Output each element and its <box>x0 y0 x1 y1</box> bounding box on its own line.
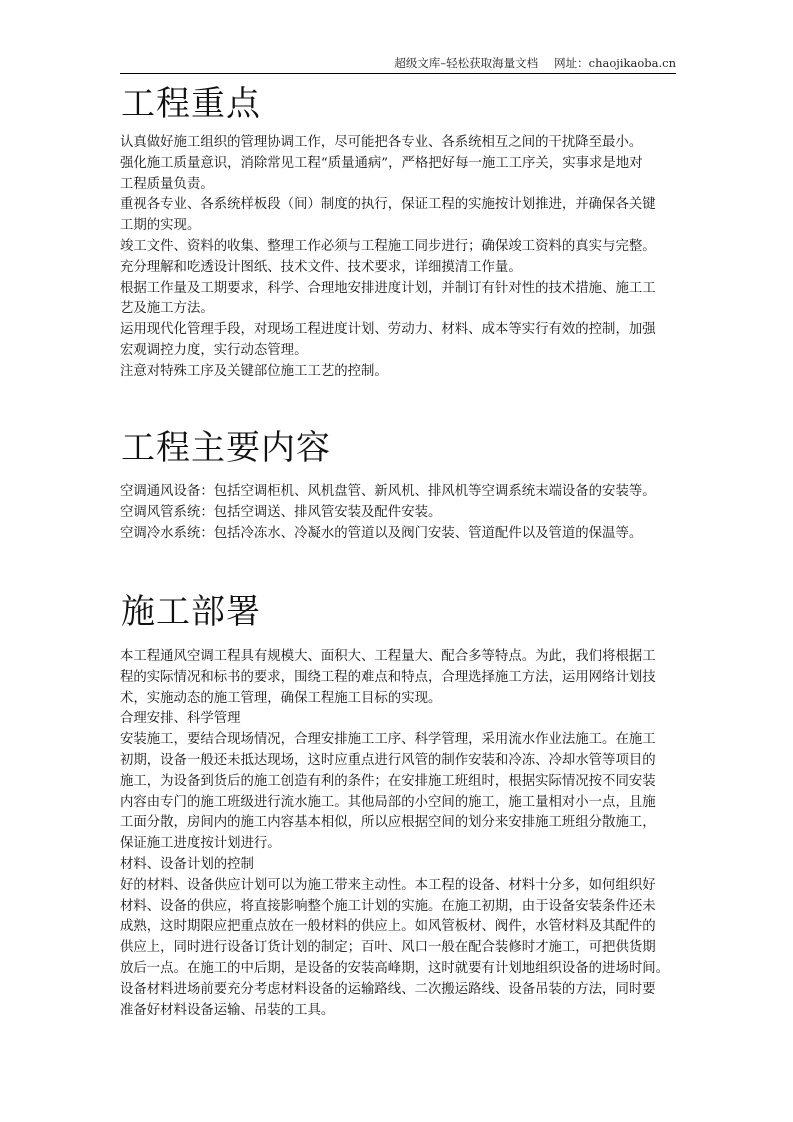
text-line: 根据工作量及工期要求，科学、合理地安排进度计划，并制订有针对性的技术措施、施工工 <box>120 280 656 296</box>
header-url: 网址：chaojikaoba.cn <box>554 56 676 70</box>
section-title-main-content: 工程主要内容 <box>121 428 331 468</box>
text-line: 合理安排、科学管理 <box>120 711 241 727</box>
text-line: 注意对特殊工序及关键部位施工工艺的控制。 <box>120 363 388 379</box>
text-line: 供应上，同时进行设备订货计划的制定；百叶、风口一般在配合装修时才施工，可把供货期 <box>120 940 656 956</box>
text-line: 程的实际情况和标书的要求，围绕工程的难点和特点，合理选择施工方法，运用网络计划技 <box>120 669 656 685</box>
text-line: 重视各专业、各系统样板段（间）制度的执行，保证工程的实施按计划推进，并确保各关键 <box>120 197 656 213</box>
section-body-deployment <box>120 647 680 1021</box>
section-body-main-content <box>120 482 680 544</box>
text-line: 强化施工质量意识，消除常见工程“质量通病”，严格把好每一施工工序关，实事求是地对 <box>120 155 643 171</box>
header-site-name: 超级文库–轻松获取海量文档 <box>394 56 539 70</box>
text-line: 材料、设备的供应，将直接影响整个施工计划的实施。在施工初期，由于设备安装条件还未 <box>120 898 656 914</box>
text-line: 好的材料、设备供应计划可以为施工带来主动性。本工程的设备、材料十分多，如何组织好 <box>120 877 656 893</box>
text-line: 保证施工进度按计划进行。 <box>120 836 281 852</box>
text-line: 空调风管系统：包括空调送、排风管安装及配件安装。 <box>120 504 442 520</box>
text-line: 工程质量负责。 <box>120 176 214 192</box>
text-line: 安装施工，要结合现场情况，合理安排施工工序、科学管理，采用流水作业法施工。在施工 <box>120 732 656 748</box>
text-line: 准备好材料设备运输、吊装的工具。 <box>120 1002 335 1018</box>
text-line: 材料、设备计划的控制 <box>120 856 254 872</box>
text-line: 充分理解和吃透设计图纸、技术文件、技术要求，详细摸清工作量。 <box>120 259 522 275</box>
section-title-deployment: 施工部署 <box>121 592 261 632</box>
text-line: 本工程通风空调工程具有规模大、面积大、工程量大、配合多等特点。为此，我们将根据工 <box>120 649 656 664</box>
text-line: 空调通风设备：包括空调柜机、风机盘管、新风机、排风机等空调系统末端设备的安装等。 <box>120 484 656 499</box>
text-line: 工面分散，房间内的施工内容基本相似，所以应根据空间的划分来安排施工班组分散施工， <box>120 815 656 831</box>
text-line: 设备材料进场前要充分考虑材料设备的运输路线、二次搬运路线、设备吊装的方法，同时要 <box>120 981 656 997</box>
section-body-key-points <box>120 133 680 383</box>
text-line: 工期的实现。 <box>120 218 201 234</box>
section-title-key-points: 工程重点 <box>121 84 261 124</box>
text-line: 内容由专门的施工班级进行流水施工。其他局部的小空间的施工，施工量相对小一点，且施 <box>120 794 656 810</box>
page-header <box>120 55 676 71</box>
header-rule <box>120 73 676 74</box>
text-line: 术，实施动态的施工管理，确保工程施工目标的实现。 <box>120 690 442 706</box>
text-line: 竣工文件、资料的收集、整理工作必须与工程施工同步进行；确保竣工资料的真实与完整。 <box>120 238 656 254</box>
text-line: 成熟，这时期限应把重点放在一般材料的供应上。如风管板材、阀件，水管材料及其配件的 <box>120 919 656 935</box>
text-line: 认真做好施工组织的管理协调工作，尽可能把各专业、各系统相互之间的干扰降至最小。 <box>120 135 643 150</box>
text-line: 放后一点。在施工的中后期，是设备的安装高峰期，这时就要有计划地组织设备的进场时间。 <box>120 960 670 976</box>
text-line: 宏观调控力度，实行动态管理。 <box>120 342 308 358</box>
text-line: 施工，为设备到货后的施工创造有利的条件；在安排施工班组时，根据实际情况按不同安装 <box>120 773 656 789</box>
text-line: 艺及施工方法。 <box>120 301 214 317</box>
text-line: 运用现代化管理手段，对现场工程进度计划、劳动力、材料、成本等实行有效的控制，加强 <box>120 322 656 338</box>
text-line: 空调冷水系统：包括冷冻水、冷凝水的管道以及阀门安装、管道配件以及管道的保温等。 <box>120 525 643 541</box>
text-line: 初期，设备一般还未抵达现场，这时应重点进行风管的制作安装和冷冻、冷却水管等项目的 <box>120 752 656 768</box>
